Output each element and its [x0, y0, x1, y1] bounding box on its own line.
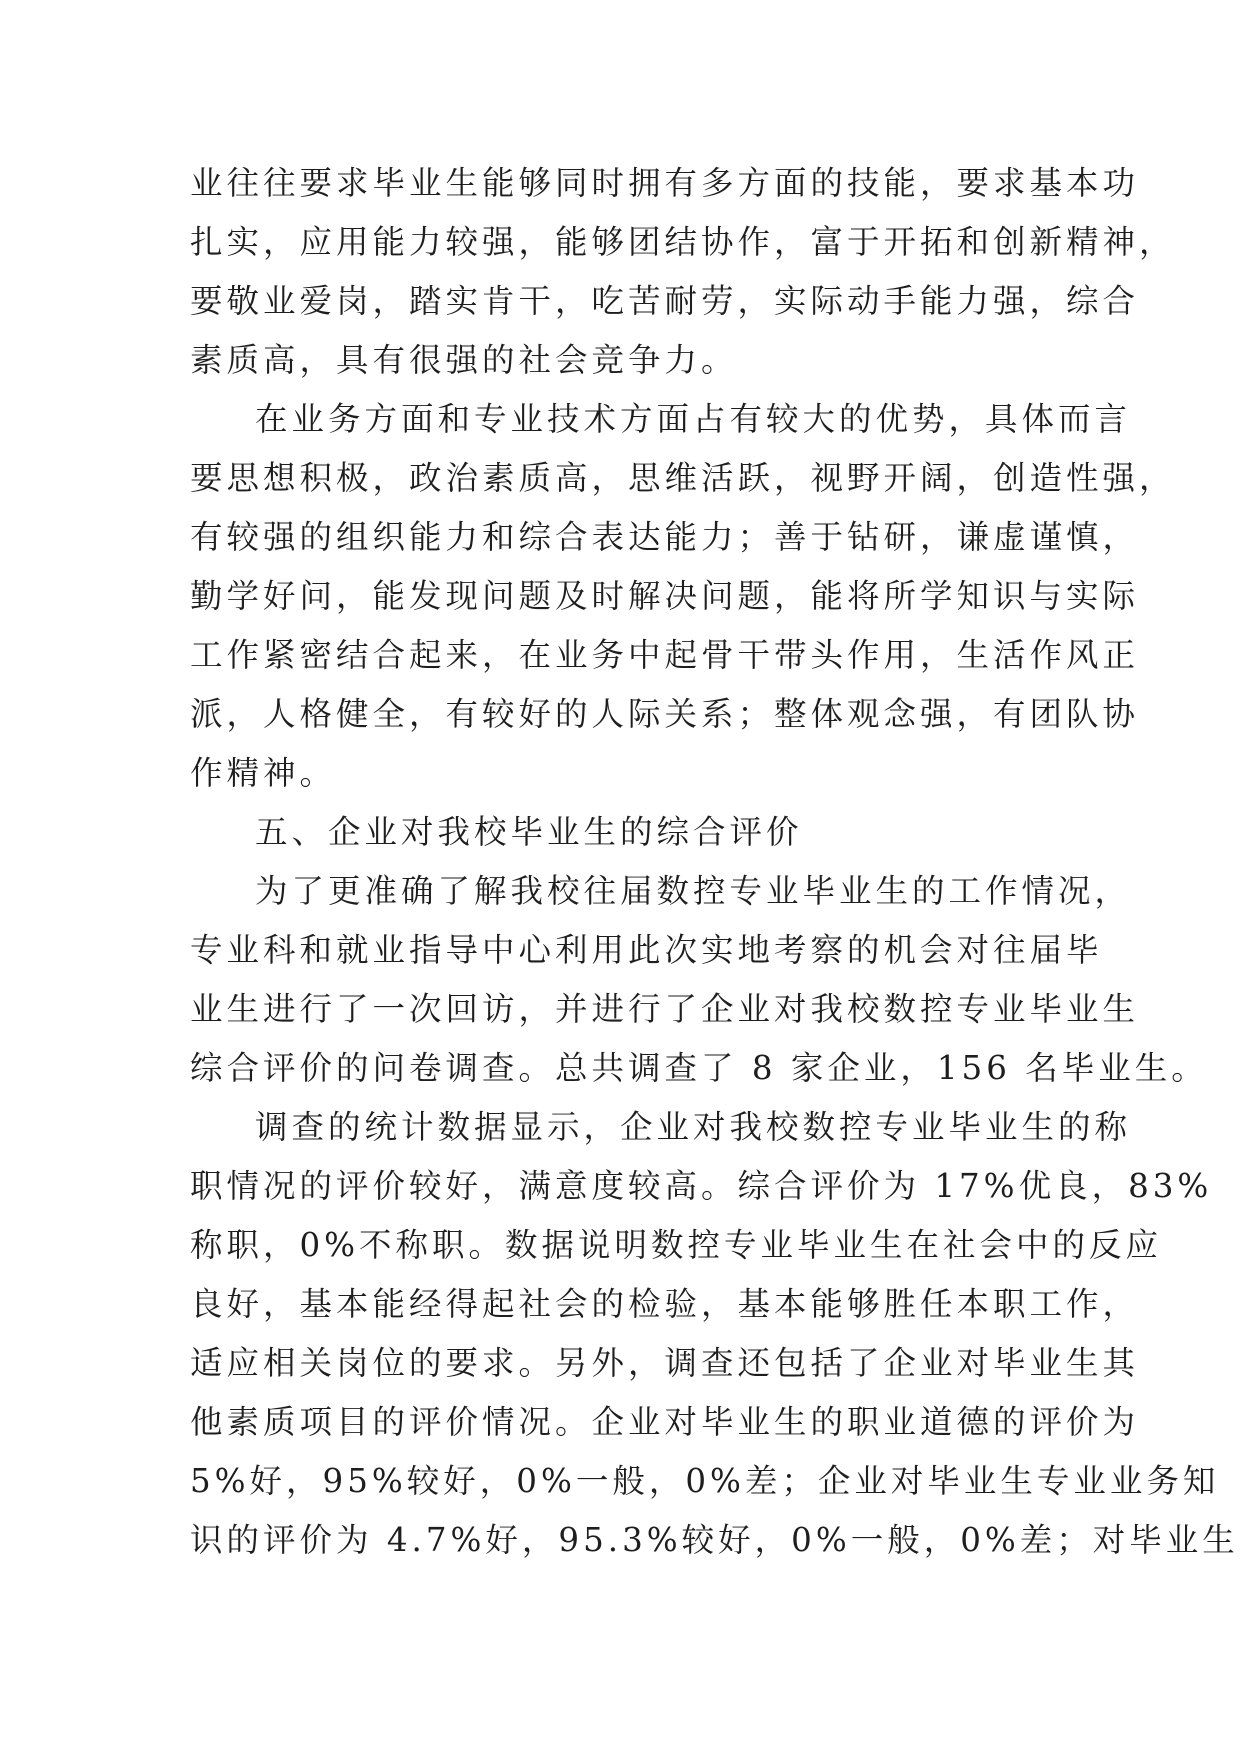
- text-line: 良好，基本能经得起社会的检验，基本能够胜任本职工作，: [190, 1285, 1140, 1323]
- text-line: 称职，0%不称职。数据说明数控专业毕业生在社会中的反应: [190, 1226, 1163, 1264]
- text-line: 要思想积极，政治素质高，思维活跃，视野开阔，创造性强，: [190, 459, 1176, 497]
- text-line: 业生进行了一次回访，并进行了企业对我校数控专业毕业生: [190, 990, 1140, 1028]
- text-line: 调查的统计数据显示，企业对我校数控专业毕业生的称: [255, 1108, 1132, 1146]
- text-line: 勤学好问，能发现问题及时解决问题，能将所学知识与实际: [190, 577, 1140, 615]
- document-body: [190, 154, 1239, 1570]
- text-line: 作精神。: [190, 754, 337, 792]
- text-line: 职情况的评价较好，满意度较高。综合评价为 17%优良，83%: [190, 1167, 1213, 1205]
- text-line: 五、企业对我校毕业生的综合评价: [255, 813, 803, 851]
- text-line: 业往往要求毕业生能够同时拥有多方面的技能，要求基本功: [190, 164, 1140, 202]
- text-line: 识的评价为 4.7%好，95.3%较好，0%一般，0%差；对毕业生: [190, 1521, 1239, 1559]
- text-line: 素质高，具有很强的社会竞争力。: [190, 341, 738, 379]
- text-line: 派，人格健全，有较好的人际关系；整体观念强，有团队协: [190, 695, 1140, 733]
- text-line: 他素质项目的评价情况。企业对毕业生的职业道德的评价为: [190, 1403, 1140, 1441]
- text-line: 要敬业爱岗，踏实肯干，吃苦耐劳，实际动手能力强，综合: [190, 282, 1140, 320]
- text-line: 综合评价的问卷调查。总共调查了 8 家企业，156 名毕业生。: [190, 1049, 1208, 1087]
- text-line: 专业科和就业指导中心利用此次实地考察的机会对往届毕: [190, 931, 1103, 969]
- text-line: 工作紧密结合起来，在业务中起骨干带头作用，生活作风正: [190, 636, 1140, 674]
- text-line: 为了更准确了解我校往届数控专业毕业生的工作情况，: [255, 872, 1132, 910]
- text-line: 在业务方面和专业技术方面占有较大的优势，具体而言: [255, 400, 1132, 438]
- text-line: 5%好，95%较好，0%一般，0%差；企业对毕业生专业业务知: [190, 1462, 1220, 1500]
- text-line: 适应相关岗位的要求。另外，调查还包括了企业对毕业生其: [190, 1344, 1140, 1382]
- text-line: 有较强的组织能力和综合表达能力；善于钻研，谦虚谨慎，: [190, 518, 1140, 556]
- text-line: 扎实，应用能力较强，能够团结协作，富于开拓和创新精神，: [190, 223, 1176, 261]
